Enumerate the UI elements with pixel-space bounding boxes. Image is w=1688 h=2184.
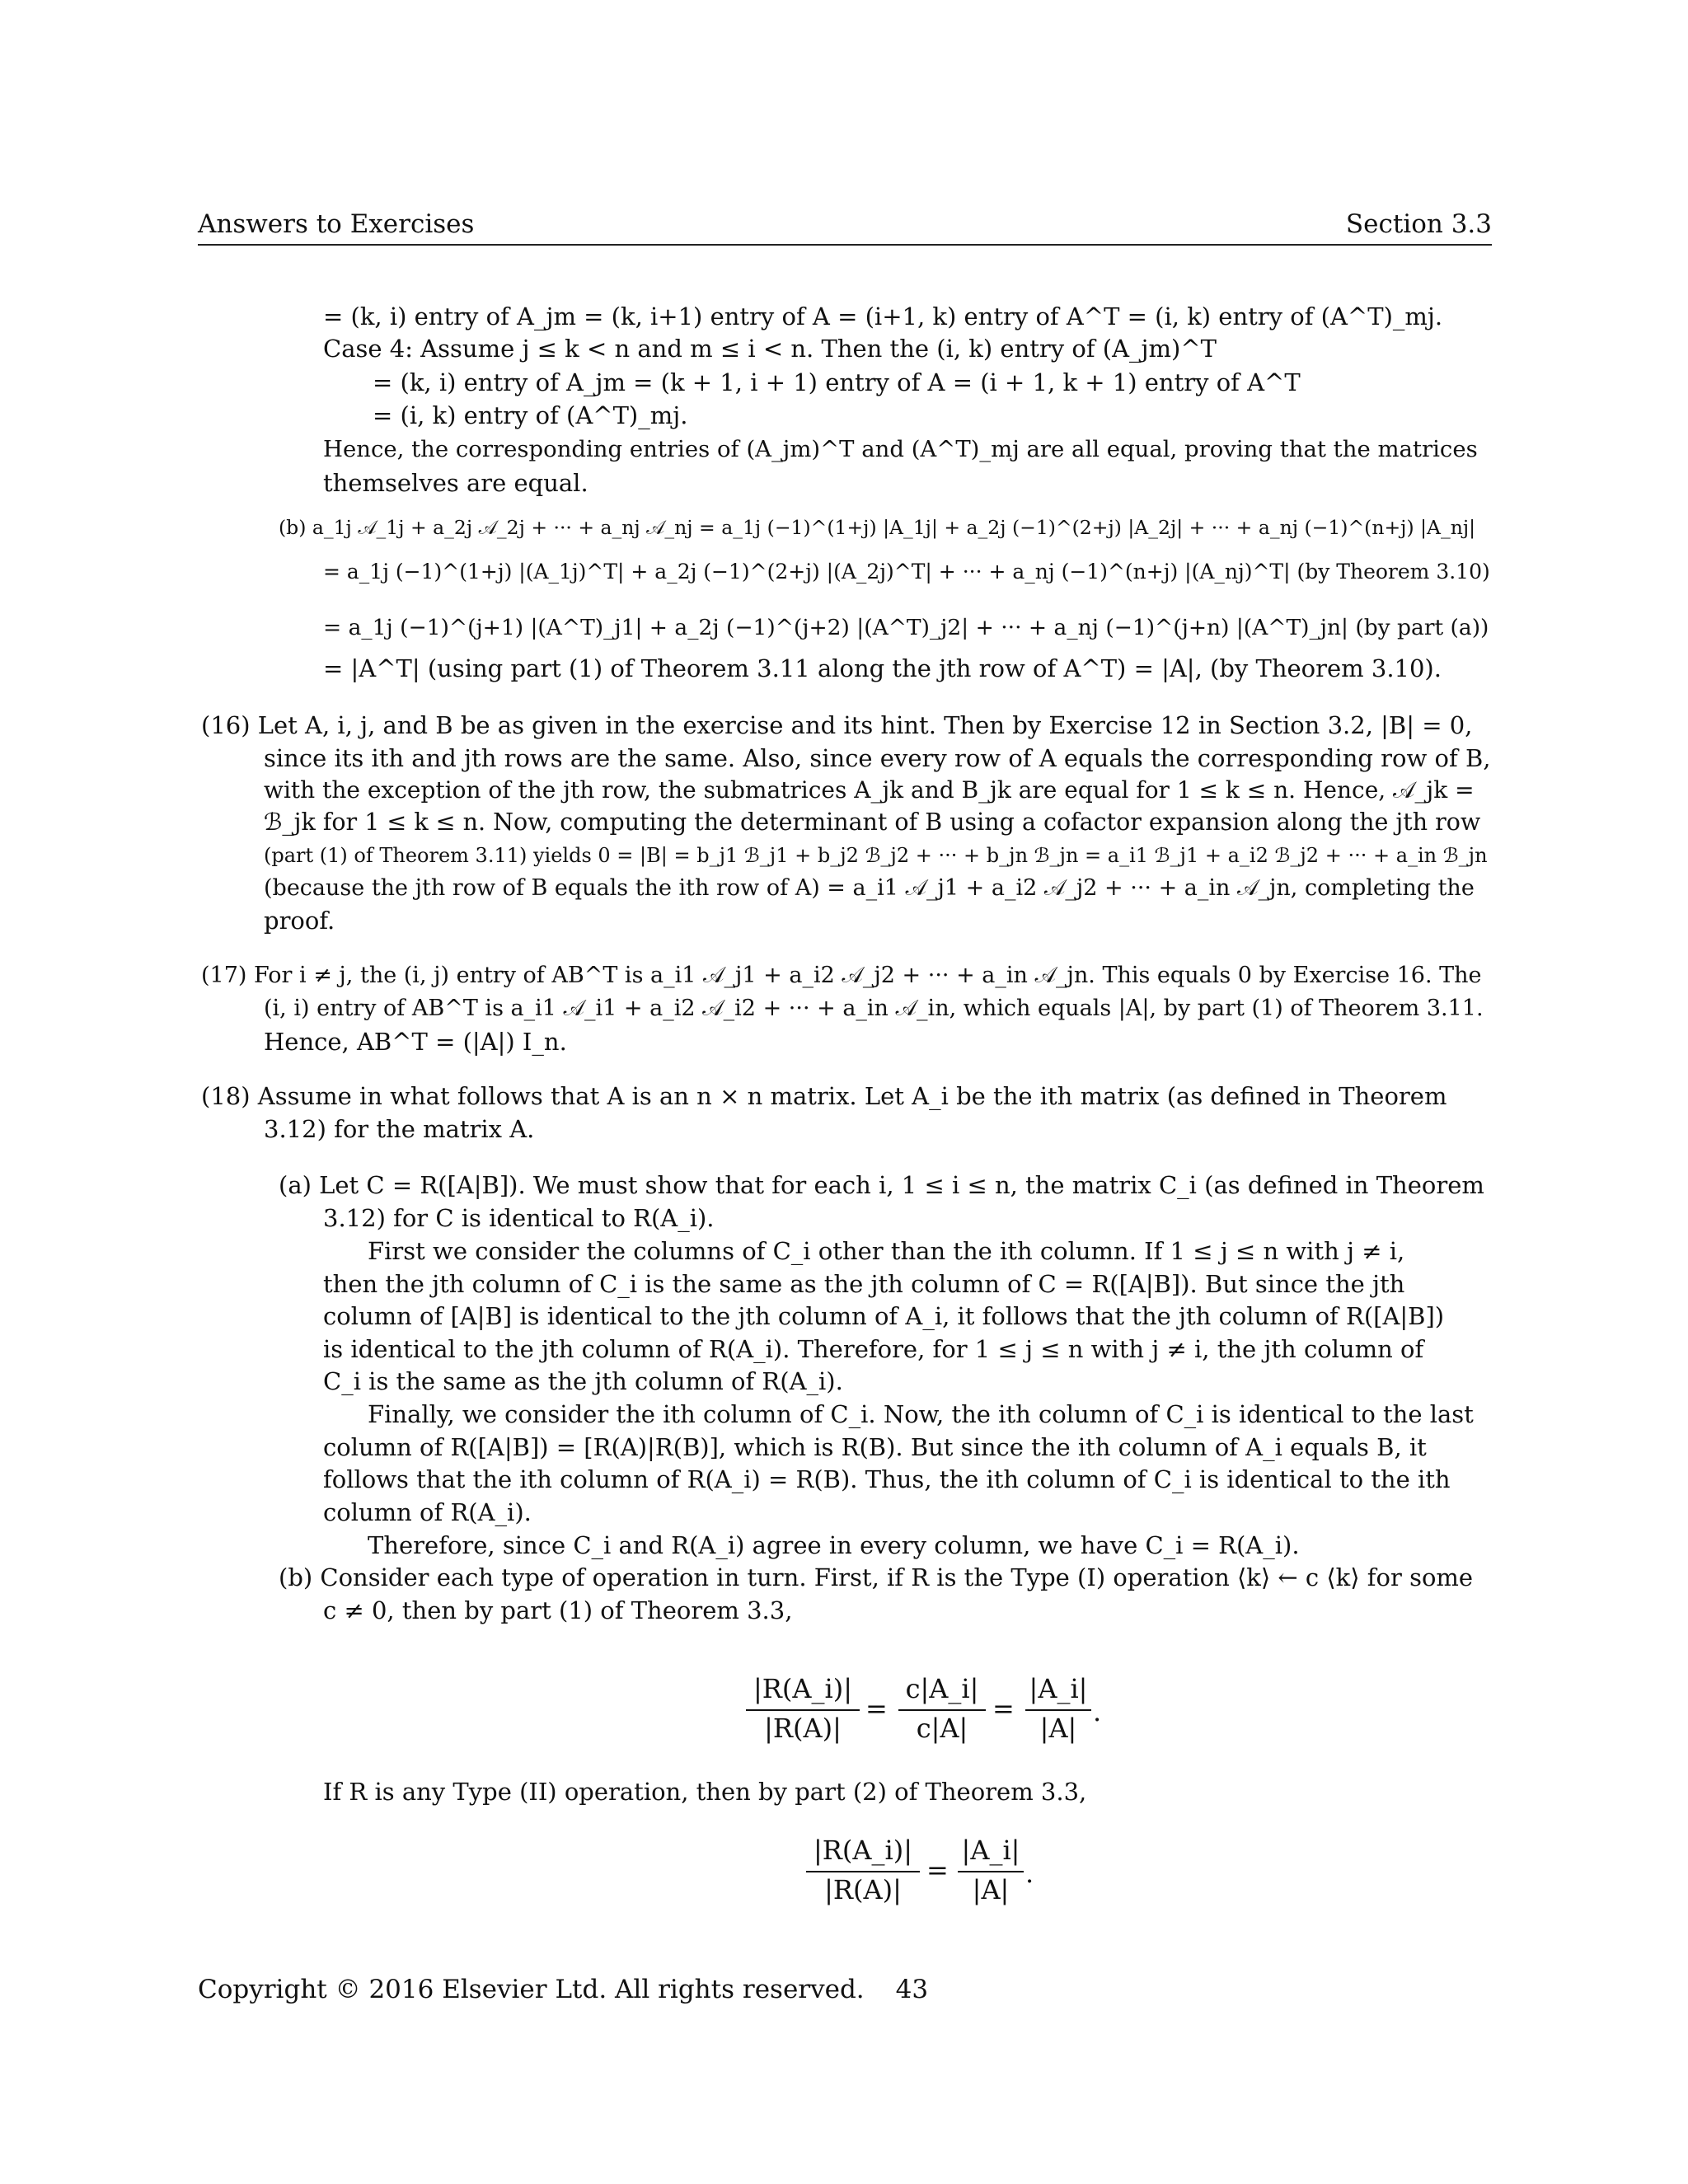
- numerator: |A_i|: [1029, 1673, 1088, 1704]
- text-line: 3.12) for the matrix A.: [264, 1115, 535, 1143]
- text-line: follows that the ith column of R(A_i) = R(B). Thus, the ith column of C_i is identical to the ith: [323, 1465, 1451, 1493]
- denominator: |R(A)|: [764, 1713, 842, 1744]
- display-eq-2-frac-1: [806, 1835, 920, 1907]
- display-eq-1-frac-3: [1025, 1673, 1091, 1746]
- numerator: |R(A_i)|: [753, 1673, 852, 1704]
- running-header: [198, 203, 1492, 246]
- text-line: (17) For i ≠ j, the (i, j) entry of AB^T is a_i1 𝒜_j1 + a_i2 𝒜_j2 + ··· + a_in 𝒜_jn. This equals 0 by Exercise 16. The: [201, 963, 1482, 988]
- text-line: First we consider the columns of C_i other than the ith column. If 1 ≤ j ≤ n with j ≠ i,: [368, 1237, 1405, 1265]
- display-eq-1-period: .: [1093, 1696, 1102, 1727]
- text-line: Case 4: Assume j ≤ k < n and m ≤ i < n. Then the (i, k) entry of (A_jm)^T: [323, 335, 1217, 363]
- text-line: (b) a_1j 𝒜_1j + a_2j 𝒜_2j + ··· + a_nj 𝒜_nj = a_1j (−1)^(1+j) |A_1j| + a_2j (−1)^(2+j) |A_2j| + ··· + a_nj (−1)^(n+j) |A_nj|: [279, 516, 1476, 539]
- text-line: 3.12) for C is identical to R(A_i).: [323, 1204, 715, 1232]
- text-line: Hence, the corresponding entries of (A_jm)^T and (A^T)_mj are all equal, proving that the matrices: [323, 436, 1478, 462]
- text-line: is identical to the jth column of R(A_i). Therefore, for 1 ≤ j ≤ n with j ≠ i, the jth column of: [323, 1335, 1424, 1363]
- display-eq-1-equals-2: =: [992, 1693, 1015, 1724]
- text-line: = |A^T| (using part (1) of Theorem 3.11 along the jth row of A^T) = |A|, (by Theorem 3.10).: [323, 654, 1442, 682]
- text-line: (i, i) entry of AB^T is a_i1 𝒜_i1 + a_i2 𝒜_i2 + ··· + a_in 𝒜_in, which equals |A|, by part (1) of Theorem 3.11.: [264, 996, 1484, 1021]
- text-line: C_i is the same as the jth column of R(A_i).: [323, 1367, 843, 1395]
- denominator: c|A|: [916, 1713, 968, 1744]
- display-eq-2-period: .: [1025, 1858, 1034, 1889]
- text-line: (16) Let A, i, j, and B be as given in the exercise and its hint. Then by Exercise 12 in Section 3.2, |B| = 0,: [201, 711, 1473, 739]
- numerator: c|A_i|: [905, 1673, 979, 1704]
- text-line: proof.: [264, 907, 335, 935]
- text-line: (a) Let C = R([A|B]). We must show that for each i, 1 ≤ i ≤ n, the matrix C_i (as defined in Theorem: [279, 1171, 1484, 1199]
- text-line: (18) Assume in what follows that A is an n × n matrix. Let A_i be the ith matrix (as defined in Theorem: [201, 1082, 1447, 1110]
- text-line: themselves are equal.: [323, 469, 588, 497]
- text-line: Therefore, since C_i and R(A_i) agree in every column, we have C_i = R(A_i).: [368, 1531, 1300, 1559]
- text-line: column of R(A_i).: [323, 1498, 532, 1526]
- text-line: column of R([A|B]) = [R(A)|R(B)], which is R(B). But since the ith column of A_i equals B, it: [323, 1433, 1427, 1461]
- text-line: Hence, AB^T = (|A|) I_n.: [264, 1028, 567, 1056]
- text-line: = (i, k) entry of (A^T)_mj.: [373, 401, 688, 429]
- fraction-bar: [806, 1871, 920, 1872]
- text-line: (b) Consider each type of operation in turn. First, if R is the Type (I) operation ⟨k⟩ ← c ⟨k⟩ for some: [279, 1563, 1474, 1591]
- page-number: 43: [895, 1975, 929, 2004]
- text-line: = (k, i) entry of A_jm = (k + 1, i + 1) entry of A = (i + 1, k + 1) entry of A^T: [373, 368, 1301, 396]
- text-line: (part (1) of Theorem 3.11) yields 0 = |B| = b_j1 ℬ_j1 + b_j2 ℬ_j2 + ··· + b_jn ℬ_jn = a_i1 ℬ_j1 + a_i2 ℬ_j2 + ··· + a_in ℬ_jn: [264, 844, 1488, 867]
- copyright-notice: Copyright © 2016 Elsevier Ltd. All rights reserved.: [198, 1975, 865, 2004]
- fraction-bar: [898, 1709, 986, 1711]
- display-eq-1-frac-2: [898, 1673, 986, 1746]
- denominator: |A|: [972, 1874, 1010, 1905]
- fraction-bar: [746, 1709, 860, 1711]
- display-eq-1-frac-1: [746, 1673, 860, 1746]
- text-line: (because the jth row of B equals the ith row of A) = a_i1 𝒜_j1 + a_i2 𝒜_j2 + ··· + a_in 𝒜_jn, completing the: [264, 875, 1475, 901]
- text-line: c ≠ 0, then by part (1) of Theorem 3.3,: [323, 1596, 793, 1624]
- text-line: with the exception of the jth row, the submatrices A_jk and B_jk are equal for 1 ≤ k ≤ n. Hence, 𝒜_jk =: [264, 776, 1475, 804]
- numerator: |A_i|: [961, 1835, 1020, 1866]
- text-line: If R is any Type (II) operation, then by part (2) of Theorem 3.3,: [323, 1778, 1087, 1806]
- display-eq-1-equals-1: =: [865, 1693, 888, 1724]
- text-line: Finally, we consider the ith column of C_i. Now, the ith column of C_i is identical to the last: [368, 1400, 1474, 1428]
- header-right: Section 3.3: [1345, 209, 1492, 239]
- display-eq-2-frac-2: [958, 1835, 1024, 1907]
- denominator: |R(A)|: [824, 1874, 902, 1905]
- text-line: then the jth column of C_i is the same as the jth column of C = R([A|B]). But since the jth: [323, 1270, 1405, 1298]
- text-line: column of [A|B] is identical to the jth column of A_i, it follows that the jth column of R([A|B]): [323, 1302, 1445, 1330]
- text-line: = a_1j (−1)^(1+j) |(A_1j)^T| + a_2j (−1)^(2+j) |(A_2j)^T| + ··· + a_nj (−1)^(n+j) |(A_nj)^T| (by Theorem 3.10): [323, 560, 1490, 583]
- fraction-bar: [1025, 1709, 1091, 1711]
- text-line: ℬ_jk for 1 ≤ k ≤ n. Now, computing the determinant of B using a cofactor expansion along the jth row: [264, 808, 1481, 836]
- display-eq-2-equals: =: [926, 1854, 949, 1886]
- footer: [198, 1975, 928, 2004]
- fraction-bar: [958, 1871, 1024, 1872]
- text-line: = a_1j (−1)^(j+1) |(A^T)_j1| + a_2j (−1)^(j+2) |(A^T)_j2| + ··· + a_nj (−1)^(j+n) |(A^T)_jn| (by part (a)): [323, 615, 1489, 640]
- header-left: Answers to Exercises: [198, 209, 475, 239]
- numerator: |R(A_i)|: [814, 1835, 912, 1866]
- text-line: = (k, i) entry of A_jm = (k, i+1) entry of A = (i+1, k) entry of A^T = (i, k) entry of (A^T)_mj.: [323, 302, 1443, 330]
- text-line: since its ith and jth rows are the same. Also, since every row of A equals the corresponding row of B,: [264, 744, 1491, 772]
- denominator: |A|: [1039, 1713, 1077, 1744]
